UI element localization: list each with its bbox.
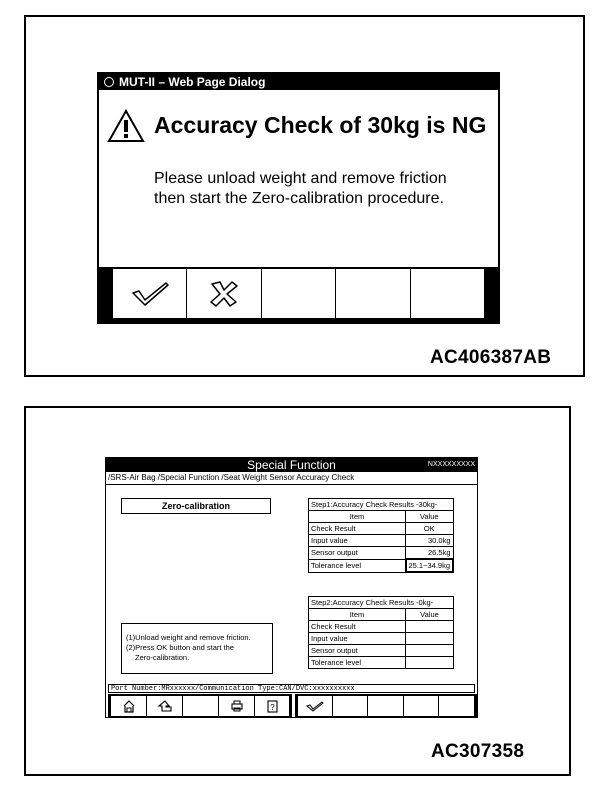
blank-function-button[interactable] xyxy=(368,696,403,716)
column-header-item: Item xyxy=(309,609,406,621)
row-value xyxy=(406,657,454,669)
dialog-message-line-2: then start the Zero-calibration procedure. xyxy=(154,190,444,207)
check-icon xyxy=(306,701,324,712)
help-icon xyxy=(267,700,278,713)
svg-text:?: ? xyxy=(269,702,275,712)
row-item: Check Result xyxy=(309,523,406,535)
blank-button-4[interactable] xyxy=(336,269,410,318)
special-function-screen xyxy=(105,457,478,718)
dialog-title: MUT-II – Web Page Dialog xyxy=(119,75,266,89)
ok-button[interactable] xyxy=(113,269,187,318)
zero-calibration-label: Zero-calibration xyxy=(121,498,271,514)
table-row xyxy=(309,535,454,547)
dialog-title-bar xyxy=(99,74,498,90)
row-value xyxy=(406,645,454,657)
row-item: Sensor output xyxy=(309,645,406,657)
row-value: 30.0kg xyxy=(406,535,454,547)
row-value xyxy=(406,633,454,645)
blank-toolbar-button[interactable] xyxy=(183,696,219,716)
step1-caption: Step1:Accuracy Check Results -30kg- xyxy=(309,499,454,511)
help-button[interactable] xyxy=(255,696,289,716)
screen-title-bar xyxy=(106,458,477,472)
blank-function-button[interactable] xyxy=(333,696,368,716)
row-item: Check Result xyxy=(309,621,406,633)
row-item: Input value xyxy=(309,633,406,645)
breadcrumb-divider xyxy=(106,484,477,485)
ok-button[interactable] xyxy=(298,696,333,716)
figure-bottom-panel xyxy=(24,406,571,776)
breadcrumb[interactable]: /SRS-Air Bag /Special Function /Seat Weight Sensor Accuracy Check xyxy=(108,473,355,482)
table-row xyxy=(309,645,454,657)
printer-icon xyxy=(230,700,244,712)
table-row xyxy=(309,547,454,560)
dialog-button-bar xyxy=(99,267,498,322)
blank-button-3[interactable] xyxy=(262,269,336,318)
dialog-message xyxy=(154,169,447,209)
dialog-heading: Accuracy Check of 30kg is NG xyxy=(154,112,487,138)
check-icon xyxy=(130,281,170,307)
table-row xyxy=(309,621,454,633)
row-value: 26.5kg xyxy=(406,547,454,560)
home-button[interactable] xyxy=(111,696,147,716)
column-header-item: Item xyxy=(309,511,406,523)
dialog-message-line-1: Please unload weight and remove friction xyxy=(154,170,447,187)
figure-code: AC406387AB xyxy=(430,347,552,368)
warning-icon xyxy=(107,109,145,143)
screen-id: NXXXXXXXXX xyxy=(427,461,475,468)
column-header-value: Value xyxy=(406,609,454,621)
step1-results-table xyxy=(308,498,454,573)
cancel-button[interactable] xyxy=(187,269,261,318)
step2-results-table xyxy=(308,596,454,669)
screen-title: Special Function xyxy=(247,458,336,472)
home-icon xyxy=(122,700,136,713)
figure-top-panel xyxy=(24,15,585,377)
instruction-line-1: (1)Unload weight and remove friction. xyxy=(126,633,251,642)
row-item: Tolerance level xyxy=(309,657,406,669)
table-row xyxy=(309,633,454,645)
blank-button-5[interactable] xyxy=(411,269,484,318)
instruction-line-2: (2)Press OK button and start the xyxy=(126,643,234,652)
blank-function-button[interactable] xyxy=(439,696,474,716)
step2-caption: Step2:Accuracy Check Results -0kg- xyxy=(309,597,454,609)
back-arrow-icon xyxy=(157,700,173,713)
table-row xyxy=(309,657,454,669)
row-item: Input value xyxy=(309,535,406,547)
row-item: Tolerance level xyxy=(309,559,406,572)
back-button[interactable] xyxy=(147,696,183,716)
table-row xyxy=(309,523,454,535)
blank-function-button[interactable] xyxy=(404,696,439,716)
print-button[interactable] xyxy=(219,696,255,716)
row-value: OK xyxy=(406,523,454,535)
right-toolbar xyxy=(295,694,477,718)
row-item: Sensor output xyxy=(309,547,406,560)
x-icon xyxy=(208,280,240,308)
left-toolbar xyxy=(108,694,292,718)
figure-code: AC307358 xyxy=(431,741,525,762)
column-header-value: Value xyxy=(406,511,454,523)
row-value xyxy=(406,621,454,633)
instruction-line-3: Zero-calibration. xyxy=(135,653,190,662)
ie-icon xyxy=(104,77,114,87)
port-status-bar: Port Number:MRxxxxxx/Communication Type:CAN/DVC:xxxxxxxxxx xyxy=(108,684,475,693)
row-value: 25.1~34.9kg xyxy=(406,559,454,572)
table-row xyxy=(309,559,454,572)
web-page-dialog xyxy=(97,72,500,324)
instructions-box xyxy=(121,623,273,674)
